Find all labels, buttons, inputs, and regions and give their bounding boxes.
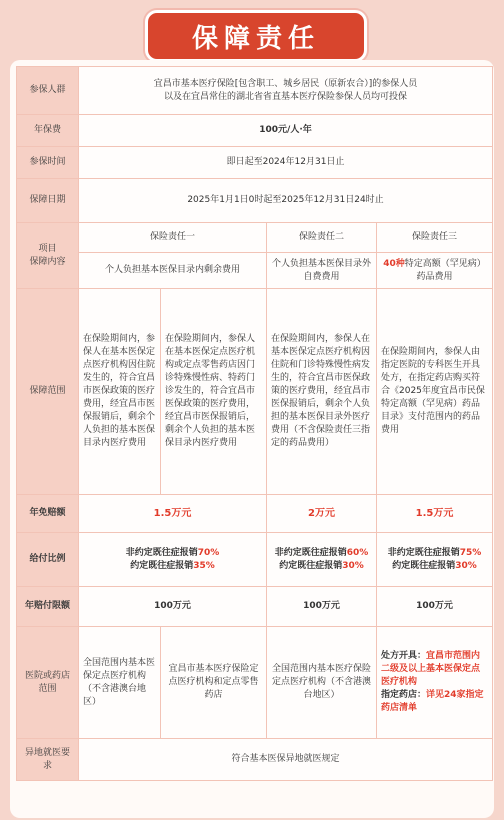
premium-value: 100元/人·年 [79, 115, 493, 147]
insured-cell [79, 67, 493, 115]
row-label-limit: 年赔付限额 [17, 587, 79, 627]
hospital-3 [377, 627, 493, 739]
row-label-scope: 保障范围 [17, 289, 79, 495]
ratio-1-q: 35% [193, 560, 215, 571]
ratio-3 [377, 533, 493, 587]
ratio-2-a: 非约定既往症报销 [274, 547, 347, 558]
row-ratio [17, 533, 493, 587]
hospital-3-value-1: 宜昌市范围内二级及以上基本医保定点医疗机构 [381, 651, 481, 687]
row-label-ratio: 给付比例 [17, 533, 79, 587]
ratio-3-p: 75% [459, 547, 482, 558]
hospital-3-label-2: 指定药店： [381, 690, 427, 700]
ratio-2 [267, 533, 377, 587]
limit-2: 100万元 [267, 587, 377, 627]
row-premium [17, 115, 493, 147]
ratio-1-b: 约定既往症报销 [130, 560, 194, 571]
row-deductible [17, 495, 493, 533]
row-hospital [17, 627, 493, 739]
enroll-value: 即日起至2024年12月31日止 [79, 147, 493, 179]
row-label-item: 项目 保障内容 [17, 223, 79, 289]
col-desc-3 [377, 253, 493, 289]
row-enroll [17, 147, 493, 179]
row-label-deductible: 年免赔额 [17, 495, 79, 533]
hospital-3-label-1: 处方开具： [381, 651, 427, 661]
row-insured [17, 67, 493, 115]
col-desc-1: 个人负担基本医保目录内剩余费用 [79, 253, 267, 289]
col-header-2: 保险责任二 [267, 223, 377, 253]
row-label-insured: 参保人群 [17, 67, 79, 115]
col-header-3: 保险责任三 [377, 223, 493, 253]
row-label-remote: 异地就医要求 [17, 739, 79, 781]
row-item-header [17, 223, 493, 253]
row-remote [17, 739, 493, 781]
ratio-3-b: 约定既往症报销 [392, 560, 456, 571]
limit-1: 100万元 [79, 587, 267, 627]
hospital-3-value-2: 详见24家指定药店清单 [381, 690, 484, 713]
remote-value: 符合基本医保异地就医规定 [79, 739, 493, 781]
deductible-2: 2万元 [267, 495, 377, 533]
row-period [17, 179, 493, 223]
page-title-banner [145, 10, 367, 62]
hospital-2: 全国范围内基本医疗保险定点医疗机构（不含港澳台地区） [267, 627, 377, 739]
scope-1a: 在保险期间内，参保人在基本医保定点医疗机构因住院发生的，符合宜昌市医保政策的医疗费用，经宜昌市医保报销后，剩余个人负担的基本医保目录内医疗费用 [79, 289, 161, 495]
period-value: 2025年1月1日0时起至2025年12月31日24时止 [79, 179, 493, 223]
scope-2: 在保险期间内，参保人在基本医保定点医疗机构因住院和门诊特殊慢性病发生的，符合宜昌市医保政策的医疗费用，经宜昌市医保报销后，剩余个人负担的基本医保目录外医疗费用（不含保险责任三指定的药品费用） [267, 289, 377, 495]
insured-text-1: 宜昌市基本医疗保险[包含职工、城乡居民（原新农合）]的参保人员 [153, 78, 418, 89]
ratio-1 [79, 533, 267, 587]
limit-3: 100万元 [377, 587, 493, 627]
ratio-3-a: 非约定既往症报销 [387, 547, 460, 558]
ratio-1-a: 非约定既往症报销 [125, 547, 198, 558]
row-limit [17, 587, 493, 627]
page-title: 保障责任 [191, 23, 320, 54]
ratio-2-q: 30% [342, 560, 364, 571]
deductible-1: 1.5万元 [79, 495, 267, 533]
ratio-2-p: 60% [346, 547, 369, 558]
desc3-text: 特定高额（罕见病）药品费用 [404, 258, 486, 282]
hospital-1a: 全国范围内基本医保定点医疗机构（不含港澳台地区） [79, 627, 161, 739]
hospital-1b: 宜昌市基本医疗保险定点医疗机构和定点零售药店 [161, 627, 267, 739]
scope-3: 在保险期间内，参保人由指定医院的专科医生开具处方，在指定药店购买符合《2025年度宜昌市民保特定高额（罕见病）药品目录》支付范围内的药品费用 [377, 289, 493, 495]
coverage-card [10, 60, 494, 818]
col-header-1: 保险责任一 [79, 223, 267, 253]
desc3-count: 40种 [383, 258, 405, 269]
deductible-3: 1.5万元 [377, 495, 493, 533]
row-item-desc [17, 253, 493, 289]
row-scope [17, 289, 493, 495]
row-label-hospital: 医院或药店范围 [17, 627, 79, 739]
row-label-period: 保障日期 [17, 179, 79, 223]
coverage-table [16, 66, 493, 781]
ratio-3-q: 30% [455, 560, 477, 571]
row-label-premium: 年保费 [17, 115, 79, 147]
col-desc-2: 个人负担基本医保目录外自费费用 [267, 253, 377, 289]
scope-1b: 在保险期间内，参保人在基本医保定点医疗机构或定点零售药店因门诊特殊慢性病、特药门诊发生的，符合宜昌市医保政策的医疗费用，经宜昌市医保报销后，剩余个人负担的基本医保目录内医疗费用 [161, 289, 267, 495]
ratio-2-b: 约定既往症报销 [279, 560, 343, 571]
row-label-enroll: 参保时间 [17, 147, 79, 179]
insured-text-2: 以及在宜昌常住的湖北省省直基本医疗保险参保人员均可投保 [164, 91, 408, 102]
ratio-1-p: 70% [197, 547, 220, 558]
